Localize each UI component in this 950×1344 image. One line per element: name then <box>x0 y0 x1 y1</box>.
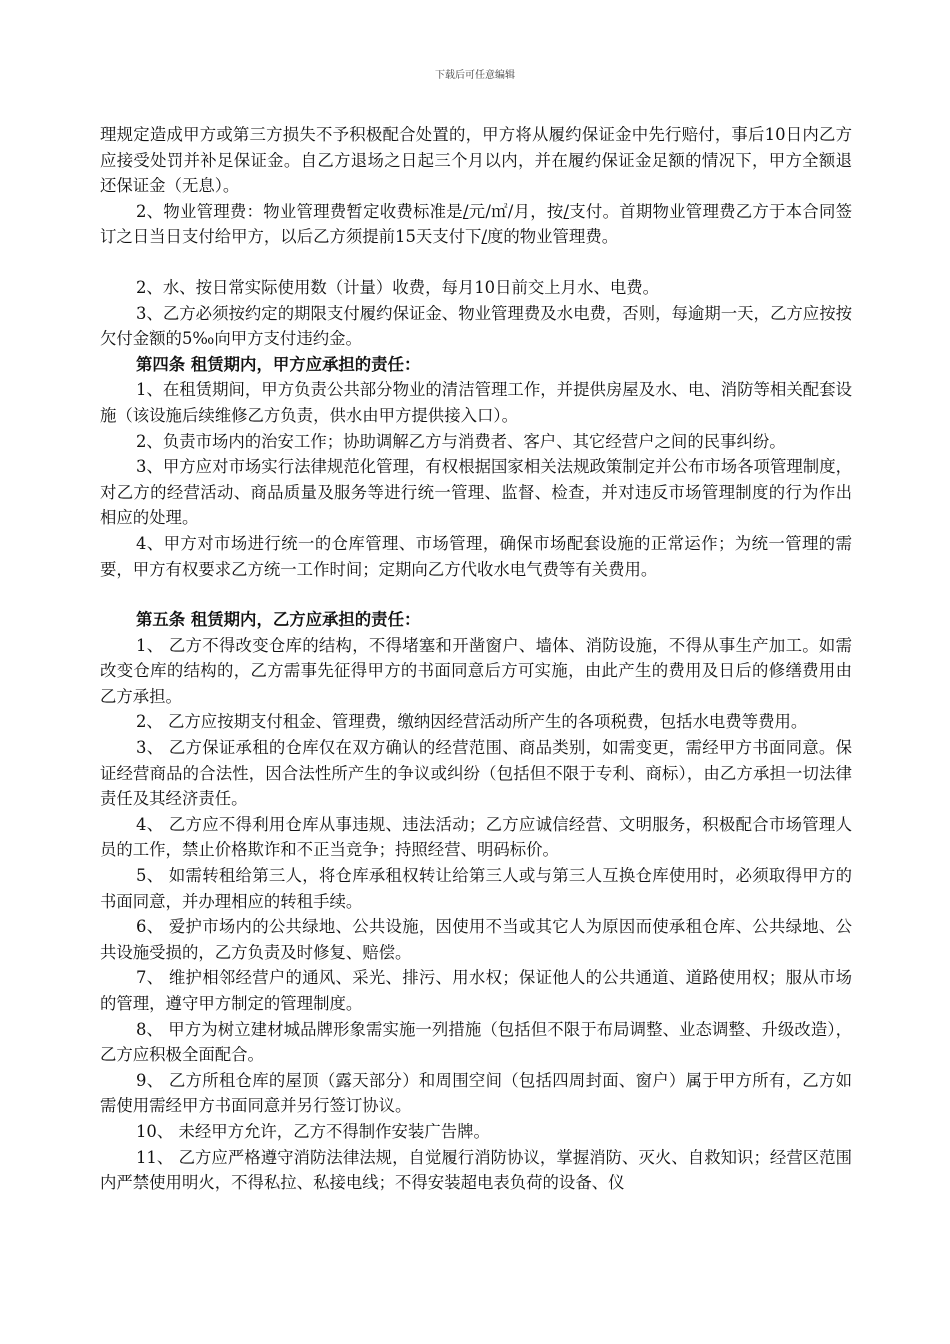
property-fee-text-c: 支付。首期物业管理费乙方于本合同签订之日当日支付给甲方，以后乙方须提前15天支付下 <box>100 201 852 247</box>
article-5-item: 6、 爱护市场内的公共绿地、公共设施，因使用不当或其它人为原因而使承租仓库、公共绿地、公共设施受损的，乙方负责及时修复、赔偿。 <box>100 917 852 962</box>
article-4-item: 2、负责市场内的治安工作；协助调解乙方与消费者、客户、其它经营户之间的民事纠纷。 <box>136 431 786 451</box>
property-fee-text-d: 度的物业管理费。 <box>486 227 619 247</box>
blank-field-next-period: / <box>481 227 487 247</box>
article-5-item: 8、 甲方为树立建材城品牌形象需实施一列措施（包括但不限于布局调整、业态调整、升级改造），乙方应积极全面配合。 <box>100 1019 852 1065</box>
article-5-item: 4、 乙方应不得利用仓库从事违规、违法活动；乙方应诚信经营、文明服务，积极配合市场管理人员的工作，禁止价格欺诈和不正当竞争；持照经营、明码标价。 <box>100 814 852 860</box>
paragraph-late-fee: 3、乙方必须按约定的期限支付履约保证金、物业管理费及水电费，否则，每逾期一天，乙方应按按欠付金额的5‰向甲方支付违约金。 <box>100 303 852 349</box>
article-5-heading: 第五条 租赁期内，乙方应承担的责任： <box>136 610 421 630</box>
paragraph-property-fee <box>100 199 852 250</box>
article-5-item: 11、 乙方应严格遵守消防法律法规，自觉履行消防协议，掌握消防、灭火、自救知识；经营区范围内严禁使用明火，不得私拉、私接电线；不得安装超电表负荷的设备、仪 <box>100 1147 852 1193</box>
article-4-item: 4、甲方对市场进行统一的仓库管理、市场管理，确保市场配套设施的正常运作；为统一管理的需要，甲方有权要求乙方统一工作时间；定期向乙方代收水电气费等有关费用。 <box>100 533 852 579</box>
article-5-item: 10、 未经甲方允许，乙方不得制作安装广告牌。 <box>136 1121 490 1141</box>
paragraph-utilities: 2、水、按日常实际使用数（计量）收费，每月10日前交上月水、电费。 <box>136 277 660 297</box>
document-body <box>100 122 852 1196</box>
spacer <box>100 582 852 607</box>
article-4-item: 3、甲方应对市场实行法律规范化管理，有权根据国家相关法规政策制定并公布市场各项管理制度，对乙方的经营活动、商品质量及服务等进行统一管理、监督、检查，并对违反市场管理制度的行为作出相应的处理。 <box>100 457 852 528</box>
property-fee-text-a: 2、物业管理费：物业管理费暂定收费标准是 <box>136 201 463 221</box>
blank-field-period: / <box>563 201 570 221</box>
article-5-item: 7、 维护相邻经营户的通风、采光、排污、用水权；保证他人的公共通道、道路使用权；服从市场的管理，遵守甲方制定的管理制度。 <box>100 968 852 1013</box>
article-4-heading: 第四条 租赁期内，甲方应承担的责任： <box>136 354 421 374</box>
property-fee-text-b: 元/㎡/月，按 <box>468 201 564 221</box>
article-5-item: 3、 乙方保证承租的仓库仅在双方确认的经营范围、商品类别，如需变更，需经甲方书面同意。保证经营商品的合法性，因合法性所产生的争议或纠纷（包括但不限于专利、商标），由乙方承担一切法律责任及其经济责任。 <box>100 738 852 809</box>
paragraph-deposit-continued: 理规定造成甲方或第三方损失不予积极配合处置的，甲方将从履约保证金中先行赔付，事后10日内乙方应接受处罚并补足保证金。自乙方退场之日起三个月以内，并在履约保证金足额的情况下，甲方全额退还保证金（无息）。 <box>100 125 852 196</box>
blank-field-rate: / <box>462 201 469 221</box>
article-5-item: 2、 乙方应按期支付租金、管理费，缴纳因经营活动所产生的各项税费，包括水电费等费用。 <box>136 712 808 732</box>
article-5-item: 1、 乙方不得改变仓库的结构，不得堵塞和开凿窗户、墙体、消防设施，不得从事生产加工。如需改变仓库的结构的，乙方需事先征得甲方的书面同意后方可实施，由此产生的费用及日后的修缮费用由乙方承担。 <box>100 635 852 706</box>
article-4-item: 1、在租赁期间，甲方负责公共部分物业的清洁管理工作，并提供房屋及水、电、消防等相关配套设施（该设施后续维修乙方负责，供水由甲方提供接入口）。 <box>100 380 852 425</box>
article-5-item: 9、 乙方所租仓库的屋顶（露天部分）和周围空间（包括四周封面、窗户）属于甲方所有，乙方如需使用需经甲方书面同意并另行签订协议。 <box>100 1070 852 1116</box>
article-5-item: 5、 如需转租给第三人，将仓库承租权转让给第三人或与第三人互换仓库使用时，必须取得甲方的书面同意，并办理相应的转租手续。 <box>100 866 852 911</box>
spacer <box>100 250 852 275</box>
page-header: 下载后可任意编辑 <box>435 70 515 81</box>
